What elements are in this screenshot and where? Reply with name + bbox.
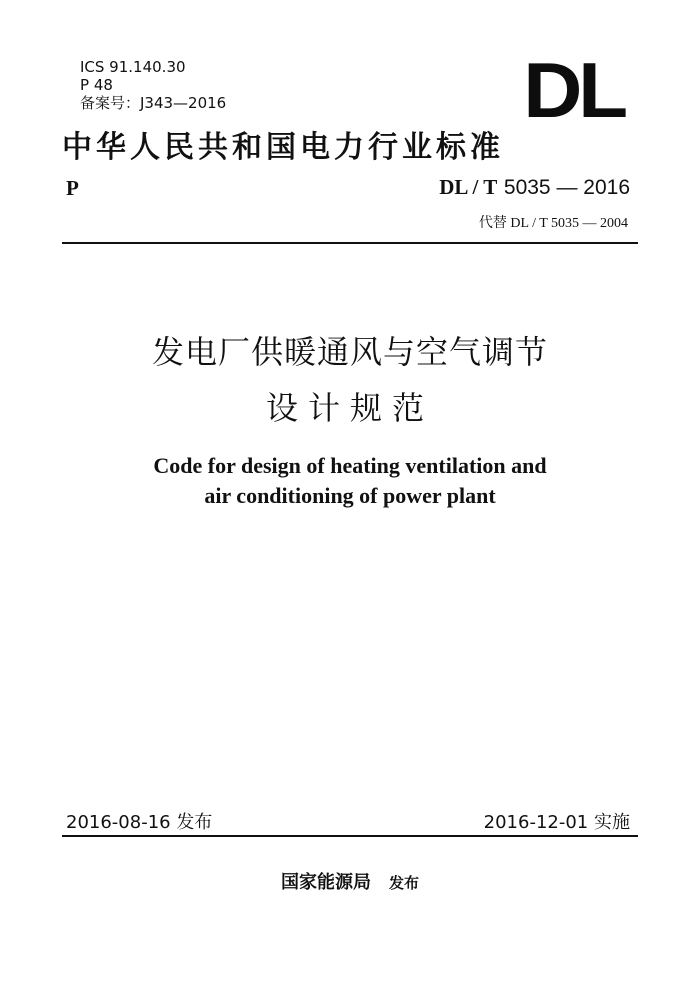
- ics-code: ICS 91.140.30: [80, 58, 186, 76]
- classification-letter: P: [66, 176, 79, 200]
- standard-prefix: DL / T: [439, 175, 498, 199]
- chinese-title-line-2: 设计规范: [265, 389, 434, 427]
- bottom-divider: [62, 835, 638, 837]
- record-number: 备案号：J343—2016: [80, 94, 227, 112]
- chinese-title-line-1: 发电厂供暖通风与空气调节: [151, 333, 548, 371]
- standard-code: 5035 — 2016: [503, 176, 630, 199]
- header-meta: [80, 58, 226, 112]
- publisher-action: 发布: [388, 874, 419, 892]
- standard-number: [439, 175, 630, 200]
- issue-date: 2016-08-16 发布: [66, 812, 213, 833]
- english-title-line-1: Code for design of heating ventilation and: [153, 453, 547, 478]
- publisher-name: 国家能源局: [280, 872, 371, 893]
- implementation-date: 2016-12-01 实施: [483, 812, 630, 833]
- org-title: 中华人民共和国电力行业标准: [62, 130, 504, 165]
- dl-logo: DL: [523, 46, 624, 134]
- english-title-line-2: air conditioning of power plant: [204, 483, 496, 508]
- publisher: [0, 868, 700, 894]
- replaces-standard: 代替 DL / T 5035 — 2004: [478, 216, 628, 231]
- top-divider: [62, 242, 638, 244]
- class-code: P 48: [80, 76, 113, 94]
